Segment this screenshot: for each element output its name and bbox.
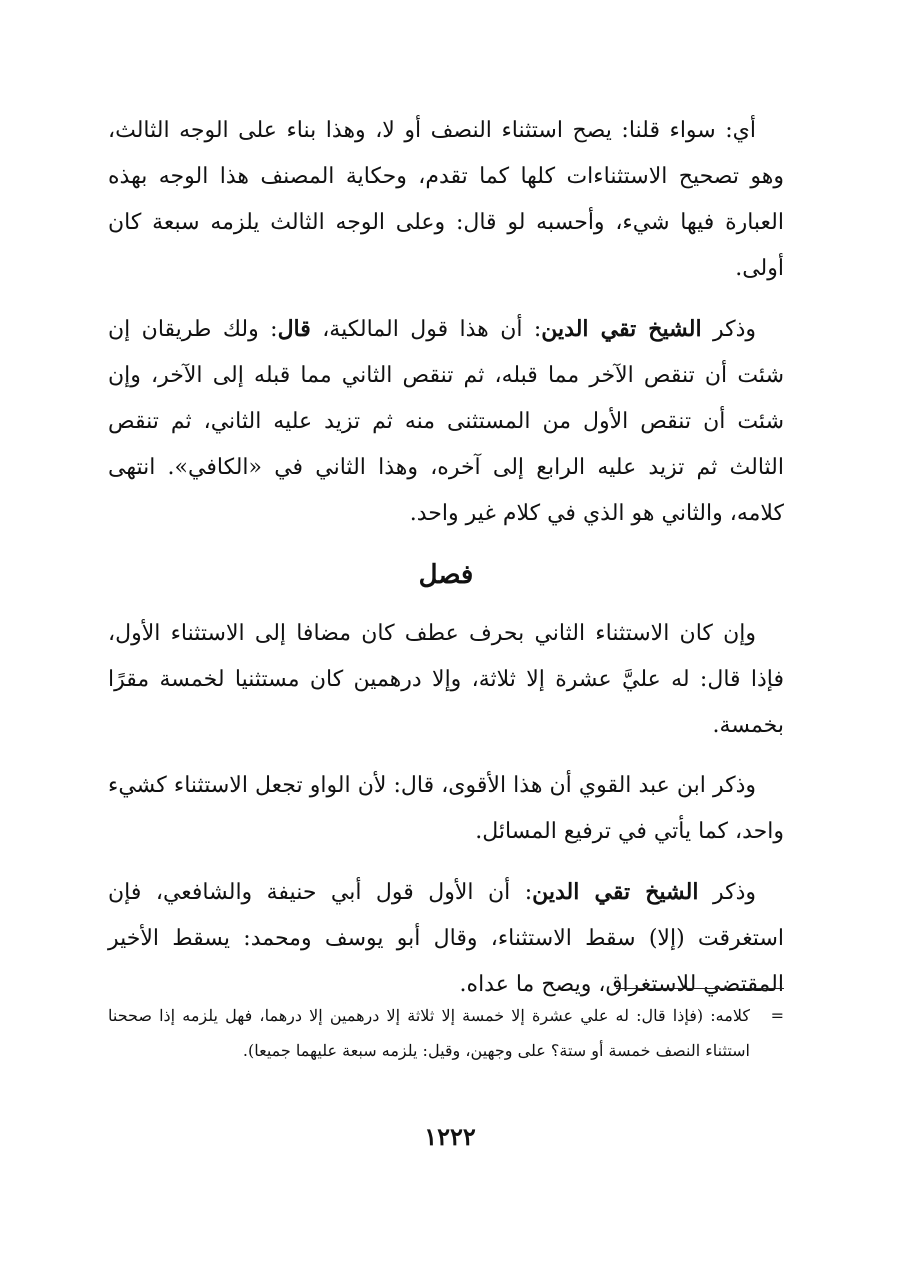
footnote-separator: [616, 988, 784, 989]
paragraph-2: [108, 306, 784, 537]
paragraph-2-bold-name: الشيخ تقي الدين: [541, 316, 702, 342]
footnote-text: كلامه: (فإذا قال: له علي عشرة إلا خمسة إلا ثلاثة إلا درهمين إلا درهما، فهل يلزمه إذا صححنا استثناء النصف خمسة أو ستة؟ على وجهين، وقيل: يلزمه سبعة عليهما جميعا).: [108, 1006, 750, 1060]
footnotes: [108, 998, 784, 1068]
section-paragraph-1-text: وإن كان الاستثناء الثاني بحرف عطف كان مضافا إلى الاستثناء الأول، فإذا قال: له عليَّ عشرة إلا ثلاثة، وإلا درهمين كان مستثنيا لخمسة مقرًا بخمسة.: [108, 621, 784, 738]
paragraph-2-bold-qal: قال: [277, 316, 311, 342]
section-paragraph-1: [108, 611, 784, 749]
main-text: [108, 108, 784, 1022]
section-paragraph-2: [108, 763, 784, 855]
section-paragraph-3-text-end: : أن الأول قول أبي حنيفة والشافعي، فإن استغرقت (إلا) سقط الاستثناء، وقال أبو يوسف ومحمد: يسقط الأخير المقتضي للاستغراق، ويصح ما عداه.: [108, 880, 784, 997]
footnote-continuation-marker: =: [770, 1006, 784, 1025]
section-paragraph-3-text-start: وذكر: [698, 880, 756, 905]
page-number: ١٢٢٢: [424, 1122, 476, 1151]
section-paragraph-2-text: وذكر ابن عبد القوي أن هذا الأقوى، قال: لأن الواو تجعل الاستثناء كشيء واحد، كما يأتي في ترفيع المسائل.: [108, 773, 784, 844]
paragraph-2-text-start: وذكر: [701, 317, 757, 342]
section-heading: فصل: [418, 560, 474, 590]
paragraph-1-text: أي: سواء قلنا: يصح استثناء النصف أو لا، وهذا بناء على الوجه الثالث، وهو تصحيح الاستثناءات كلها كما تقدم، وحكاية المصنف هذا الوجه بهذه العبارة فيها شيء، وأحسبه لو قال: وعلى الوجه الثالث يلزمه سبعة كان أولى.: [108, 118, 784, 281]
paragraph-2-text-end: : ولك طريقان إن شئت أن تنقص الآخر مما قبله، ثم تنقص الثاني مما قبله إلى الآخر، وإن شئت أن تنقص الأول من المستثنى منه ثم تزيد عليه الثاني، ثم تنقص الثالث ثم تزيد عليه الرابع إلى آخره، وهذا الثاني في «الكافي». انتهى كلامه، والثاني هو الذي في كلام غير واحد.: [108, 317, 784, 526]
paragraph-1: [108, 108, 784, 292]
paragraph-2-text-middle: : أن هذا قول المالكية،: [310, 317, 542, 342]
section-paragraph-3-bold-name: الشيخ تقي الدين: [532, 879, 699, 905]
